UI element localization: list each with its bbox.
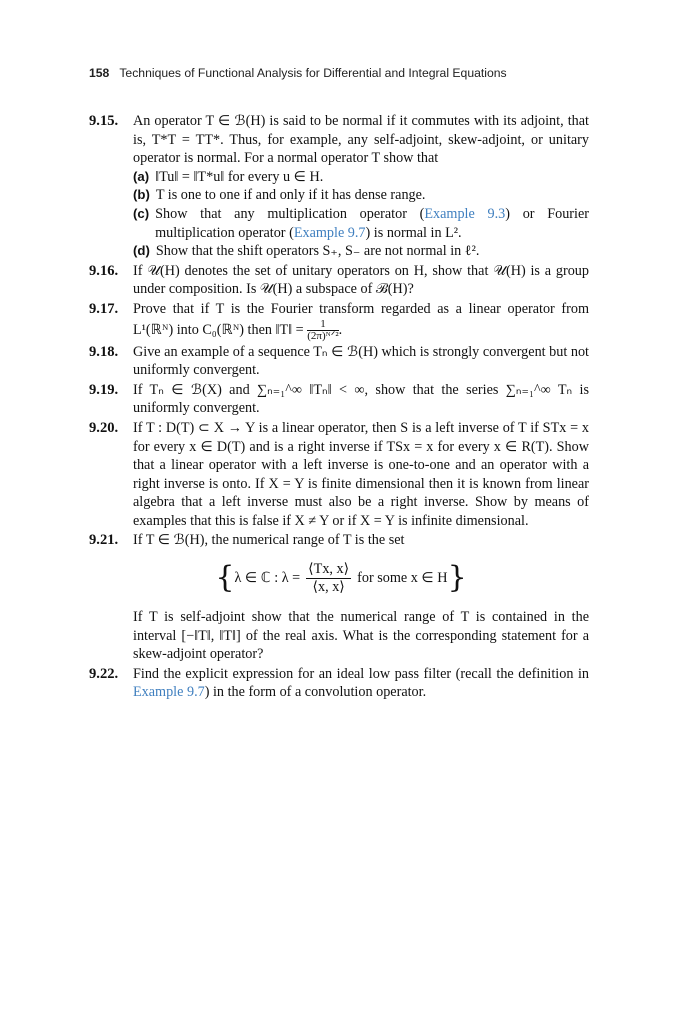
book-title: Techniques of Functional Analysis for Differential and Integral Equations	[119, 66, 507, 80]
exercise-text-segment: ) in the form of a convolution operator.	[204, 684, 427, 701]
equation-right: for some x ∈ H	[357, 569, 448, 586]
fraction-denominator: ⟨x, x⟩	[312, 578, 345, 595]
running-head	[89, 66, 507, 80]
part-text	[155, 205, 589, 242]
part-b	[133, 186, 589, 205]
exercise-text: An operator T ∈ ℬ(H) is said to be normal if it commutes with its adjoint, that is, T*T = TT*. Thus, for example, any self-adjoint, skew-adjoint, or unitary operator is normal. For a normal operator T show that	[133, 113, 589, 167]
exercise-9-20	[89, 419, 589, 531]
exercise-text	[133, 300, 589, 342]
part-text: ‖Tu‖ = ‖T*u‖ for every u ∈ H.	[155, 168, 324, 185]
exercise-number: 9.20.	[89, 419, 119, 436]
part-text-segment: ) or Fourier multiplication operator (	[155, 205, 589, 241]
exercise-number: 9.21.	[89, 532, 119, 549]
exercise-text-segment: Find the explicit expression for an ideal low pass filter (recall the definition in	[133, 665, 589, 682]
exercise-text	[133, 665, 589, 702]
exercise-text: If T ∈ ℬ(H), the numerical range of T is the set	[133, 532, 405, 549]
exercise-list	[89, 112, 589, 703]
part-label: (a)	[133, 168, 150, 184]
exercise-number: 9.18.	[89, 343, 119, 360]
part-a	[133, 168, 589, 187]
exercise-number: 9.16.	[89, 262, 119, 279]
exercise-number: 9.19.	[89, 381, 119, 398]
example-9-3-link[interactable]: Example 9.3	[424, 205, 506, 222]
numerical-range-equation	[93, 558, 589, 598]
exercise-text-segment: .	[338, 321, 343, 338]
exercise-text: Give an example of a sequence Tₙ ∈ ℬ(H) which is strongly convergent but not uniformly convergent.	[133, 343, 589, 379]
exercise-number: 9.22.	[89, 665, 119, 682]
exercise-9-22	[89, 665, 589, 702]
fraction-numerator: 1	[307, 319, 338, 331]
equation-left: λ ∈ ℂ : λ =	[234, 569, 301, 586]
part-text: T is one to one if and only if it has dense range.	[155, 187, 426, 204]
exercise-9-16	[89, 262, 589, 299]
part-label: (b)	[133, 187, 150, 203]
right-brace: }	[447, 560, 467, 596]
exercise-9-18	[89, 343, 589, 380]
exercise-9-15	[89, 112, 589, 261]
fraction-numerator: ⟨Tx, x⟩	[308, 560, 350, 577]
exercise-number: 9.15.	[89, 113, 119, 129]
exercise-text-continued: If T is self-adjoint show that the numerical range of T is contained in the interval [−‖T‖, ‖T‖] of the real axis. What is the corresponding statement for a skew-adjoint operator?	[133, 609, 589, 663]
exercise-text: If 𝒰(H) denotes the set of unitary operators on H, show that 𝒰(H) is a group under composition. Is 𝒰(H) a subspace of ℬ(H)?	[133, 262, 589, 298]
part-d	[133, 242, 589, 261]
part-c	[133, 205, 589, 242]
exercise-text: If Tₙ ∈ ℬ(X) and ∑ₙ₌₁^∞ ‖Tₙ‖ < ∞, show that the series ∑ₙ₌₁^∞ Tₙ is uniformly convergent.	[133, 381, 589, 417]
fraction-denominator: (2π)ᴺᐟ²	[307, 329, 339, 342]
page-number: 158	[89, 66, 110, 80]
part-label: (c)	[133, 205, 150, 221]
part-label: (d)	[133, 243, 150, 259]
example-9-7-link[interactable]: Example 9.7	[133, 684, 205, 701]
part-text-segment: ) is normal in L².	[365, 224, 462, 241]
example-9-7-link[interactable]: Example 9.7	[293, 224, 366, 241]
norm-fraction	[307, 319, 338, 342]
part-text-segment: Show that any multiplication operator (	[155, 205, 425, 222]
exercise-9-21	[89, 531, 589, 663]
exercise-9-17	[89, 300, 589, 342]
exercise-9-19	[89, 381, 589, 418]
equation-fraction	[306, 561, 351, 596]
exercise-number: 9.17.	[89, 300, 119, 317]
exercise-text: If T : D(T) ⊂ X → Y is a linear operator, then S is a left inverse of T if STx = x for every x ∈ D(T) and is a right inverse if TSx = x for every x ∈ R(T). Show that a linear operator with a left inverse is one-to-one and an operator with a right inverse is onto. If X = Y is finite dimensional then it is known from linear algebra that a left inverse must also be a right inverse. Show by means of examples that this is false if X ≠ Y or if X = Y is infinite dimensional.	[133, 419, 589, 529]
exercise-text-segment: Prove that if T is the Fourier transform regarded as a linear operator from L¹(ℝᴺ) into C₀(ℝᴺ) then ‖T‖ =	[133, 300, 589, 338]
part-text: Show that the shift operators S₊, S₋ are not normal in ℓ².	[155, 243, 480, 260]
left-brace: {	[215, 560, 235, 596]
